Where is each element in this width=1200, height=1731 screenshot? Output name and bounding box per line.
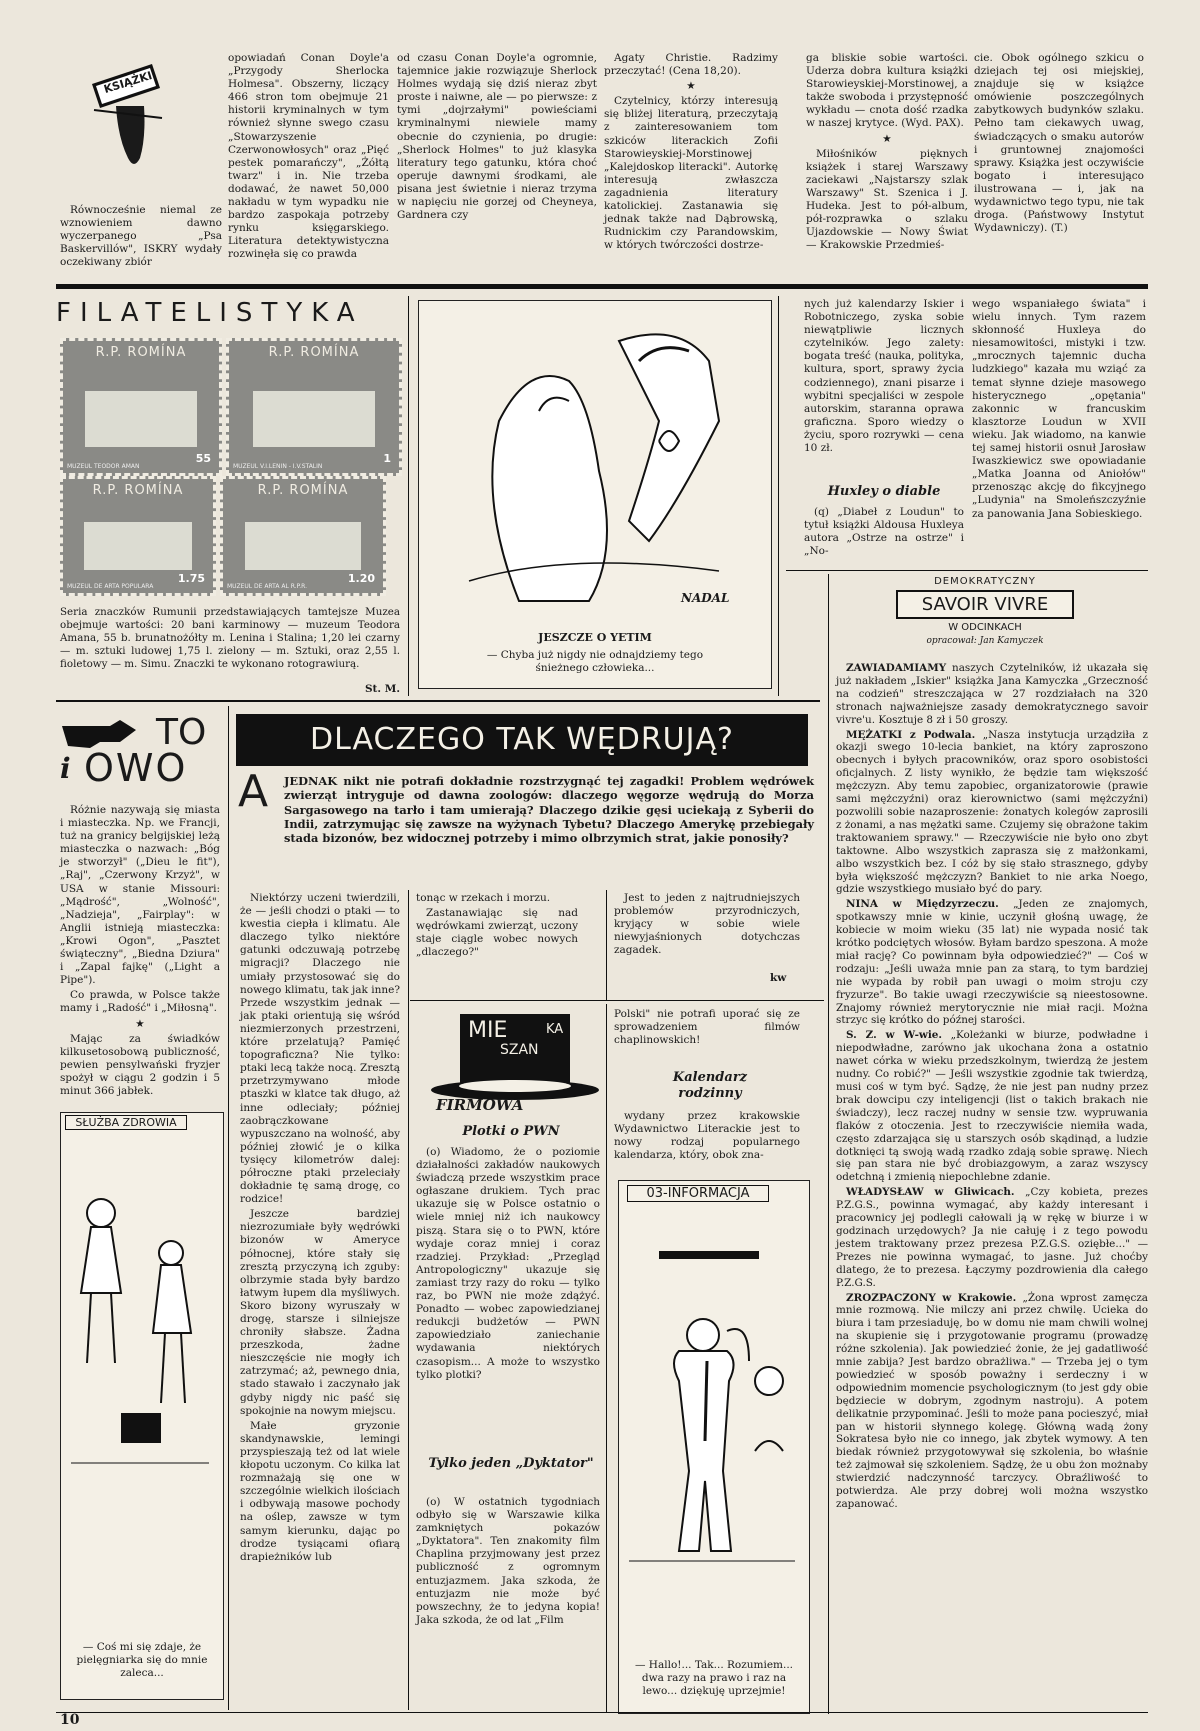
savoir-para-1-lead: ZAWIADAMIAMY <box>846 662 947 674</box>
sluzba-zdrowia-title: SŁUŻBA ZDROWIA <box>65 1115 187 1130</box>
savoir-para-4-lead: S. Z. w W-wie. <box>846 1029 943 1042</box>
mieszanka-letters-2: SZAN <box>500 1042 539 1058</box>
kalendarz-col <box>614 1110 804 1172</box>
star-separator: ★ <box>686 80 696 93</box>
to-heading: TO <box>156 712 207 753</box>
stamp-1-building-image <box>85 391 197 446</box>
stamp-4-value: 1.20 <box>347 572 375 585</box>
yeti-caption: — Chyba już nigdy nie odnajdziemy tego śnieżnego człowieka... <box>486 649 704 674</box>
savoir-sub: W ODCINKACH <box>948 622 1022 633</box>
savoir-para-6 <box>836 1291 1152 1511</box>
mieszanka-divider <box>606 1004 607 1712</box>
kalendarz-heading: Kalendarz rodzinny <box>672 1070 748 1101</box>
to-i-owo-para-1: Różnie nazywają się miasta i miasteczka. Np. we Francji, tuż na granicy belgijskiej leżą miasteczka o nazwach: „Bóg je stworzył" („Dieu le fit"), „Raj", „Czerwony Krzyż", w USA w stanie Missouri: „Mądrość", „Wolność", „Nadzieja", „Fairplay": w Anglii istnieją miasteczka: „Krowi Ogon", „Pasztet świąteczny", „Biedna Dziura" i „Zapal fajkę" („Light a Pipe"). <box>60 804 224 987</box>
sluzba-zdrowia-illustration <box>61 1133 219 1553</box>
mieszanka-letters-1: MIE <box>468 1018 508 1043</box>
informacja-title: 03-INFORMACJA <box>627 1185 769 1202</box>
savoir-para-2 <box>836 728 1152 897</box>
stamp-3-value: 1.75 <box>177 572 205 585</box>
to-i-owo-para-3: Mając za świadków kilkusetosobową publiczność, pewien pensylwański fryzjer spożył w ciągu 2 godzin i 5 minut 366 jabłek. <box>60 1032 224 1097</box>
article-dropcap: A <box>238 766 269 817</box>
kalendarz-text: wydany przez krakowskie Wydawnictwo Literackie jest to nowy rodzaj popularnego kalendarza, który, obok zna- <box>614 1110 804 1162</box>
top-col-4-para-1: Agaty Christie. Radzimy przeczytać! (Cena 18,20). <box>604 52 782 78</box>
stamp-4-label: R.P. ROMÍNA <box>257 483 349 498</box>
savoir-para-2-lead: MĘŻATKI z Podwala. <box>846 728 976 741</box>
star-separator: ★ <box>882 132 892 145</box>
article-lead <box>284 774 818 888</box>
article-bottom-divider <box>410 1000 824 1001</box>
mieszanka-letters-3: KA <box>546 1022 564 1037</box>
kalendarz-top-text: Polski" nie potrafi uporać się ze sprowadzeniem filmów chaplinowskich! <box>614 1008 804 1047</box>
article-lead-text: JEDNAK nikt nie potrafi dokładnie rozstrzygnąć tej zagadki! Problem wędrówek zwierząt intryguje od dawna zoologów: dlaczego węgorze wędrują do Morza Sargasowego na tarło i tam umierają? Dlaczego dzikie gęsi uciekają z Syberii do Indii, zatrzymując się zawsze na wyżynach Tybetu? Dlaczego Amerykę przebiegały stada bizonów, bez widocznej potrzeby i mimo olbrzymich strat, jakie ponosiły? <box>284 774 818 846</box>
top-col-4 <box>604 52 782 282</box>
savoir-col <box>836 662 1152 1714</box>
to-i-owo-divider <box>228 706 229 1710</box>
i-heading: i <box>60 752 71 785</box>
savoir-para-1-text: naszych Czytelników, iż ukazała się już nakładem „Iskier" książka Jana Kamyczka „Grzeczność na codzień" streszczająca w 27 rozdziałach na 320 stronach najważniejsze zasady demokratycznego savoir vivre'u. Kosztuje 8 zł i 50 groszy. <box>836 662 1152 726</box>
top-col-3-para: od czasu Conan Doyle'a ogromnie, tajemnice jakie rozwiązuje Sherlock Holmes wydają się dziś nieraz zbyt proste i naiwne, ale — po pierwsze: z tymi „dojrzałymi" powieściami kryminalnymi niewiele mamy obecnie do czynienia, po drugie: „Sherlock Holmes" to już klasyka literatury tego gatunku, która choć operuje dawnymi środkami, ale pisana jest świetnie i nieraz trzyma w napięciu nie gorzej od Cheyneya, Gardnera czy <box>397 52 601 222</box>
savoir-para-3 <box>836 898 1152 1027</box>
stamp-3-label: R.P. ROMÍNA <box>92 483 184 498</box>
bottom-border <box>56 1712 1148 1713</box>
top-col-6-para: cie. Obok ogólnego szkicu o dziejach tej osi miejskiej, znajduje się w książce omówienie poszczególnych zabytkowych budynków szlaku. Pełno tam ciekawych uwag, świadczących o smaku autorów i gruntownej znajomości sprawy. Książka jest oczywiście bogato i interesująco ilustrowana — i, jak na wydawnictwo tego typu, nie tak droga. (Państwowy Instytut Wydawniczy). (T.) <box>974 52 1148 235</box>
filatelistyka-caption-text: Seria znaczków Rumunii przedstawiających tamtejsze Muzea obejmuje wartości: 20 bani karminowy — muzeum Teodora Amana, 55 b. brunatnożółty m. Lenina i Stalina; 1,20 lei czarny — m. sztuki ludowej 1,75 l. zielony — m. Sztuki, oraz 2,55 l. fioletowy — m. Simu. Znaczki te wykonano rotograwiurą. <box>60 606 404 671</box>
informacja-illustration <box>619 1211 805 1611</box>
mid-divider-h <box>56 700 820 702</box>
top-divider <box>56 284 1148 289</box>
savoir-para-3-lead: NINA w Międzyrzeczu. <box>846 898 999 911</box>
savoir-para-4 <box>836 1029 1152 1184</box>
dyktator-text: (o) W ostatnich tygodniach odbyło się w Warszawie kilka zamkniętych pokazów „Dyktatora". Ten znakomity film Chaplina przyjmowany jest przez publiczność z ogromnym entuzjazmem. Jaka szkoda, że entuzjazm nie może być powszechny, że to jedyna kopia! Jaka szkoda, że od lat „Film <box>416 1496 604 1626</box>
to-i-owo-para-2: Co prawda, w Polsce także mamy i „Radość" i „Miłosną". <box>60 989 224 1015</box>
savoir-para-5-lead: WŁADYSŁAW w Gliwicach. <box>846 1186 1015 1199</box>
stamp-3-caption: MUZEUL DE ARTA POPULARA <box>67 583 154 590</box>
ksiazki-logo <box>88 58 168 176</box>
yeti-cartoon <box>418 300 772 689</box>
page-number: 10 <box>60 1712 80 1728</box>
stamp-2-value: 1 <box>383 452 391 465</box>
article-title: DLACZEGO TAK WĘDRUJĄ? <box>310 722 734 757</box>
dyktator-heading: Tylko jeden „Dyktator" <box>428 1456 594 1471</box>
mieszanka-firmowa: FIRMOWA <box>436 1096 524 1114</box>
mid-divider-1 <box>778 296 779 696</box>
sluzba-zdrowia-caption: — Coś mi się zdaje, że pielęgniarka się do mnie zaleca... <box>76 1641 208 1679</box>
savoir-para-3-text: „Jeden ze znajomych, spotkawszy mnie w kinie, uczynił głośną uwagę, że kobiecie w moim wieku (35 lat) nie wypada nosić tak krótko podciętych włosów. Byłam bardzo speszona. A może miał rację? Co powinnam była odpowiedzieć?" — Coś w rodzaju: „Jeśli uważa mnie pan za starą, to tym bardziej nie wypada by robił pan uwagi o moim stroju czy fryzurze". Bo takie uwagi rzeczywiście są nieestosowne. Znajomy również merytorycznie nie miał racji. Można strzyc się krótko do późnej starości. <box>836 898 1152 1027</box>
plotki-heading: Plotki o PWN <box>462 1124 560 1139</box>
stamp-4-building-image <box>245 522 360 570</box>
stamp-2-building-image <box>253 391 375 446</box>
kalendarz-top-col <box>614 1008 804 1064</box>
article-title-bar <box>236 714 808 766</box>
huxley-cont-text: wego wspaniałego świata" i wielu innych. Tym razem skłonność Huxleya do niesamowitości, mistyki i tzw. „mrocznych tajemnic ducha ludzkiego" kazała mu wziąć za temat słynne dzieje masowego histerycznego „opętania" zakonnic w francuskim klasztorze Loudun w XVII wieku. Jak wiadomo, na kanwie tej samej historii osnuł Jarosław Iwaszkiewicz swe opowiadanie „Matka Joanna od Aniołów" przenosząc akcję do fikcyjnego „Ludynia" na Smoleńszczyźnie za panowania Jana Sobieskiego. <box>972 298 1150 520</box>
mid-right-divider <box>786 570 1148 571</box>
huxley-text: (q) „Diabeł z Loudun" to tytuł książki Aldousa Huxleya autora „Ostrze na ostrze" i „No- <box>804 506 968 558</box>
owo-heading: OWO <box>84 746 188 790</box>
top-col-4-para-2: Czytelnicy, którzy interesują się bliżej literaturą, przeczytają z zainteresowaniem tom szkiców literackich Zofii Starowieyskiej-Morstinowej „Kalejdoskop literacki". Autorkę interesują zwłaszcza zagadnienia literatury katolickiej. Zastanawia się jednak także nad Dąbrowską, Rudnickim czy Parandowskim, w których twórczości dostrze- <box>604 95 782 252</box>
article-col-2 <box>416 892 582 1002</box>
stamp-2 <box>226 338 402 476</box>
sluzba-zdrowia-cartoon <box>60 1112 224 1700</box>
savoir-para-5-text: „Czy kobieta, prezes P.Z.G.S., powinna wymagać, aby każdy interesant i pracownicy jej podlegli całowali ją w rękę w biurze i w godzinach urzędowych? Ja nie całuję i z tego powodu jestem traktowany przez prezesa P.Z.G.S. oziębłe..." — Prezes nie powinna wymagać, to jasne. Już choćby dlatego, że to prezesa. Łączymy pozdrowienia dla całego P.Z.G.S. <box>836 1186 1152 1289</box>
savoir-main: SAVOIR VIVRE <box>896 590 1074 619</box>
top-col-2-para: opowiadań Conan Doyle'a „Przygody Sherlocka Holmesa". Obszerny, liczący 466 stron tom obejmuje 21 historii kryminalnych w tym również słynne swego czasu „Stowarzyszenie Czerwonowłosych" oraz „Pięć pestek pomarańczy", „Żółtą twarz" i in. Nie trzeba dodawać, że nawet 50,000 nakładu w tym wypadku nie bardzo zaspokaja potrzeby rynku księgarskiego. Literatura detektywistyczna rozwinęła się co prawda <box>228 52 393 261</box>
article-col-2-para-1: tonąc w rzekach i morzu. <box>416 892 551 904</box>
savoir-author: opracował: Jan Kamyczek <box>926 636 1044 646</box>
article-lead-cont <box>238 818 282 890</box>
mieszanka-logo <box>430 1012 600 1116</box>
article-col-1 <box>240 892 404 1712</box>
stamp-3 <box>60 476 216 596</box>
yeti-illustration <box>419 301 771 617</box>
savoir-para-1 <box>836 662 1152 727</box>
top-col-3 <box>397 52 601 282</box>
savoir-top: DEMOKRATYCZNY <box>934 576 1036 587</box>
plotki-text: (o) Wiadomo, że o poziomie działalności zakładów naukowych świadczą przede wszystkim prace ogłaszane drukiem. Tych prac ukazuje się w Polsce ostatnio o wiele mniej niż ich naukowcy piszą. Stara się o to PWN, które wydaje coraz mniej i coraz rzadziej. Przykład: „Przegląd Antropologiczny" ukazuje się zamiast trzy razy do roku — tylko raz, bo PWN nie może zdążyć. Ponadto — wobec zapowiedzianej redukcji budżetów — PWN zapowiedziało zaniechanie wydawania niektórych czasopism... A może to wszystko tylko plotki? <box>416 1146 604 1381</box>
stamp-2-caption: MUZEUL V.I.LENIN - I.V.STALIN <box>233 463 323 470</box>
informacja-caption: — Hallo!... Tak... Rozumiem... dwa razy na prawo i raz na lewo... dziękuję uprzejmie! <box>634 1659 794 1697</box>
savoir-para-5 <box>836 1186 1152 1289</box>
to-i-owo-heading <box>60 712 230 792</box>
article-col-2-para-2: Zastanawiając się nad wędrówkami zwierząt, uczony staje ciągle wobec nowych „dlaczego?" <box>416 907 582 959</box>
top-col-5-para-2: Miłośników pięknych książek i starej Warszawy zaciekawi „Najstarszy szlak Warszawy" St. Szenica i J. Hudeka. Jest to pół-album, pół-rozprawka o szlaku Ujazdowskie — Nowy Świat — Krakowskie Przedmieś- <box>806 147 972 252</box>
huxley-col <box>804 506 968 562</box>
plotki-col <box>416 1146 604 1450</box>
stamp-3-building-image <box>84 522 192 570</box>
savoir-vivre-logo <box>890 576 1080 658</box>
article-col-3-para: Jest to jeden z najtrudniejszych problemów przyrodniczych, kryjący w sobie wiele niewyjaśnionych dotychczas zagadek. <box>614 892 804 957</box>
article-col-1-para-1: Niektórzy uczeni twierdzili, że — jeśli chodzi o ptaki — to kwestia ciepła i klimatu. Ale dlaczego tylko niektóre gatunki odczuwają potrzebę migracji? Dlaczego nie umiały przystosować się do nowego klimatu, tak jak inne? Przede wszystkim jednak — jak ptaki orientują się wśród niezmierzonych przestrzeni, które przelatują? Pamięć topograficzna? Nie tylko: ptaki lecą także nocą. Zresztą przetrzymywano młode ptaszki w klatce tak długo, aż inne odleciały; później zaobrączkowane wypuszczano na wolność, aby później złowić je o kilka tysięcy kilometrów dalej: półroczne ptaki przeleciały dokładnie tę samą drogę, co rodzice! <box>240 892 404 1206</box>
savoir-para-4-text: „Koleżanki w biurze, podwładne i niepodwładne, zarówno jak ukochana żona a ostatnio nawet córka w wieku przedszkolnym, twierdzą że jestem nudny. Co robić?" — Jeśli wszystkie zgodnie tak twierdzą, musi coś w tym być. Sądzę, że nie jest pan nudny przez brak dowcipu czy inteligencji (list o takich brakach nie świadczy), lecz raczej nudny w sensie tzw. wypruwania flaków z otoczenia. Jest to rzeczywiście niemiła wada, często zdarzająca się u starszych osób skądinąd, a ludzie dotknięci tą swoją wadą rzadko zdają sobie sprawę. Niech się pan stara nie być drobiazgowym, a zaraz wszyscy odetchną i zmienią niepochlebne zdanie. <box>836 1029 1152 1184</box>
kalendarz-cont-col <box>804 298 968 480</box>
top-col-1 <box>60 204 226 280</box>
informacja-cartoon <box>618 1180 810 1714</box>
savoir-divider <box>828 574 829 1714</box>
top-col-1-para: Równocześnie niemal ze wznowieniem dawno wyczerpanego „Psa Baskervillów", ISKRY wydały oczekiwany zbiór <box>60 204 226 269</box>
stamp-1-label: R.P. ROMÍNA <box>95 345 187 360</box>
ksiazki-logo-text: KSIĄŻKI <box>102 69 154 96</box>
to-i-owo-col <box>60 804 224 1104</box>
stamp-4 <box>220 476 386 596</box>
article-col-divider-2 <box>606 890 607 1000</box>
savoir-para-6-text: „Żona wprost zamęcza mnie rozmową. Nie milczy ani przez chwilę. Ucieka do biura i tam przesiaduję, bo w domu nie mam chwili wolnej na skupienie się i przygotowanie programu (prowadzę różne szkolenia). Jak powiedzieć żonie, że jej gadatliwość mnie zabija? Jest bardzo obrażliwa." — Trzeba jej o tym powiedzieć w sposób poważny i serdeczny i w odpowiednim momencie psychologicznym (to jest gdy obie będziecie w dobrym, zgodnym nastroju). A potem delikatnie przypominać. Jeśli to może pana pocieszyć, miał pan w historii słynnego kolegę. Główną wadą żony Sokratesa było nie co innego, jak zbytek wymowy. A ten biedak również przygotowywał się szkolenia, bo właśnie też zajmował się szkoleniem. Sądzę, że u obu żon możnaby stwierdzić nadczynność tarczycy. Obraźliwość to potwierdza. Ale przy dobrej woli można wszystko zapanować. <box>836 1291 1152 1510</box>
dyktator-col <box>416 1496 604 1714</box>
huxley-heading: Huxley o diable <box>827 484 941 499</box>
huxley-cont-col <box>972 298 1150 564</box>
top-col-2 <box>228 52 393 282</box>
top-col-5-para-1: ga bliskie sobie wartości. Uderza dobra kultura książki Starowieyskiej-Morstinowej, a także swoboda i przystępność wykładu — cnota dość rzadka w naszej krytyce. (Wyd. PAX). <box>806 52 972 130</box>
savoir-para-6-lead: ZROZPACZONY w Krakowie. <box>846 1291 1017 1304</box>
star-separator: ★ <box>135 1017 145 1030</box>
article-col-divider-1 <box>408 890 409 1710</box>
kalendarz-cont-text: nych już kalendarzy Iskier i Robotniczego, zyska sobie niewątpliwie licznych czytelników. Jego zalety: bogata treść (nauka, polityka, kultura, sport, sprawy życia codziennego), znani pisarze i wybitni specjaliści w zespole autorskim, staranna oprawa graficzna. Sporo wiedzy o życiu, sporo rozrywki — cena 10 zł. <box>804 298 968 455</box>
top-col-6 <box>974 52 1148 282</box>
article-col-1-para-2: Jeszcze bardziej niezrozumiałe były wędrówki bizonów w Ameryce północnej, które stały się zresztą przyczyną ich zguby: olbrzymie stada były bardzo łatwym łupem dla myśliwych. Skoro bizony wyruszały w drogę, starsze i silniejsze chroniły słabsze. Żadna przeszkoda, żadne nieszczęście nie mogły ich zatrzymać; aż, pewnego dnia, stado stawało i zaczynało jak gdyby nigdy nic paść się spokojnie na nowym miejscu. <box>240 1208 404 1417</box>
filatelistyka-title: FILATELISTYKA <box>56 298 364 328</box>
article-col-1-para-3: Małe gryzonie skandynawskie, lemingi przyspieszają też od lat wiele kłopotu uczonym. Co kilka lat rozmnażają się one w szczególnie wielkich ilościach i odbywają masowe pochody na oślep, zawsze w tym samym kierunku, dając po drodze tysiącami ofiarą drapieżników lub <box>240 1419 404 1563</box>
filatelistyka-signature: St. M. <box>364 683 400 695</box>
yeti-title: JESZCZE O YETIM <box>538 631 652 644</box>
savoir-para-2-text: „Nasza instytucja urządziła z okazji swego 10-lecia bankiet, na który zaproszono obecnych i byłych pracowników, oraz sporo osobistości oficjalnych. Z listy wynikło, że będzie tam większość mężczyzn. Aby temu zapobiec, organizatorowie (prawie sami mężczyźni) oraz kierownictwo (sami mężczyźni) pozwolili sobie nazaproszenie: żonatych kolegów zaprosili z żonami, a nas mężatki same. Czujemy się obrażone takim traktowaniem sprawy." — Rzeczywiście nie było ono zbyt taktowne. Albo wszystkich zaprasza się z małżonkami, albo wszystkich bez. I cóż by się stało strasznego, gdyby była większość mężczyzn? Bankiet to nie arka Noego, gdzie wszystkiego musiało być do pary. <box>836 728 1152 896</box>
stamp-4-caption: MUZEUL DE ARTA AL R.P.R. <box>227 583 308 590</box>
article-signature: kw <box>770 972 787 984</box>
top-col-5 <box>806 52 972 282</box>
stamp-1 <box>60 338 222 476</box>
stamp-2-label: R.P. ROMÍNA <box>268 345 360 360</box>
stamp-1-caption: MUZEUL TEODOR AMAN <box>67 463 140 470</box>
filatelistyka-divider <box>408 296 409 696</box>
yeti-artist-signature: NADAL <box>681 591 730 605</box>
stamp-1-value: 55 <box>195 452 211 465</box>
